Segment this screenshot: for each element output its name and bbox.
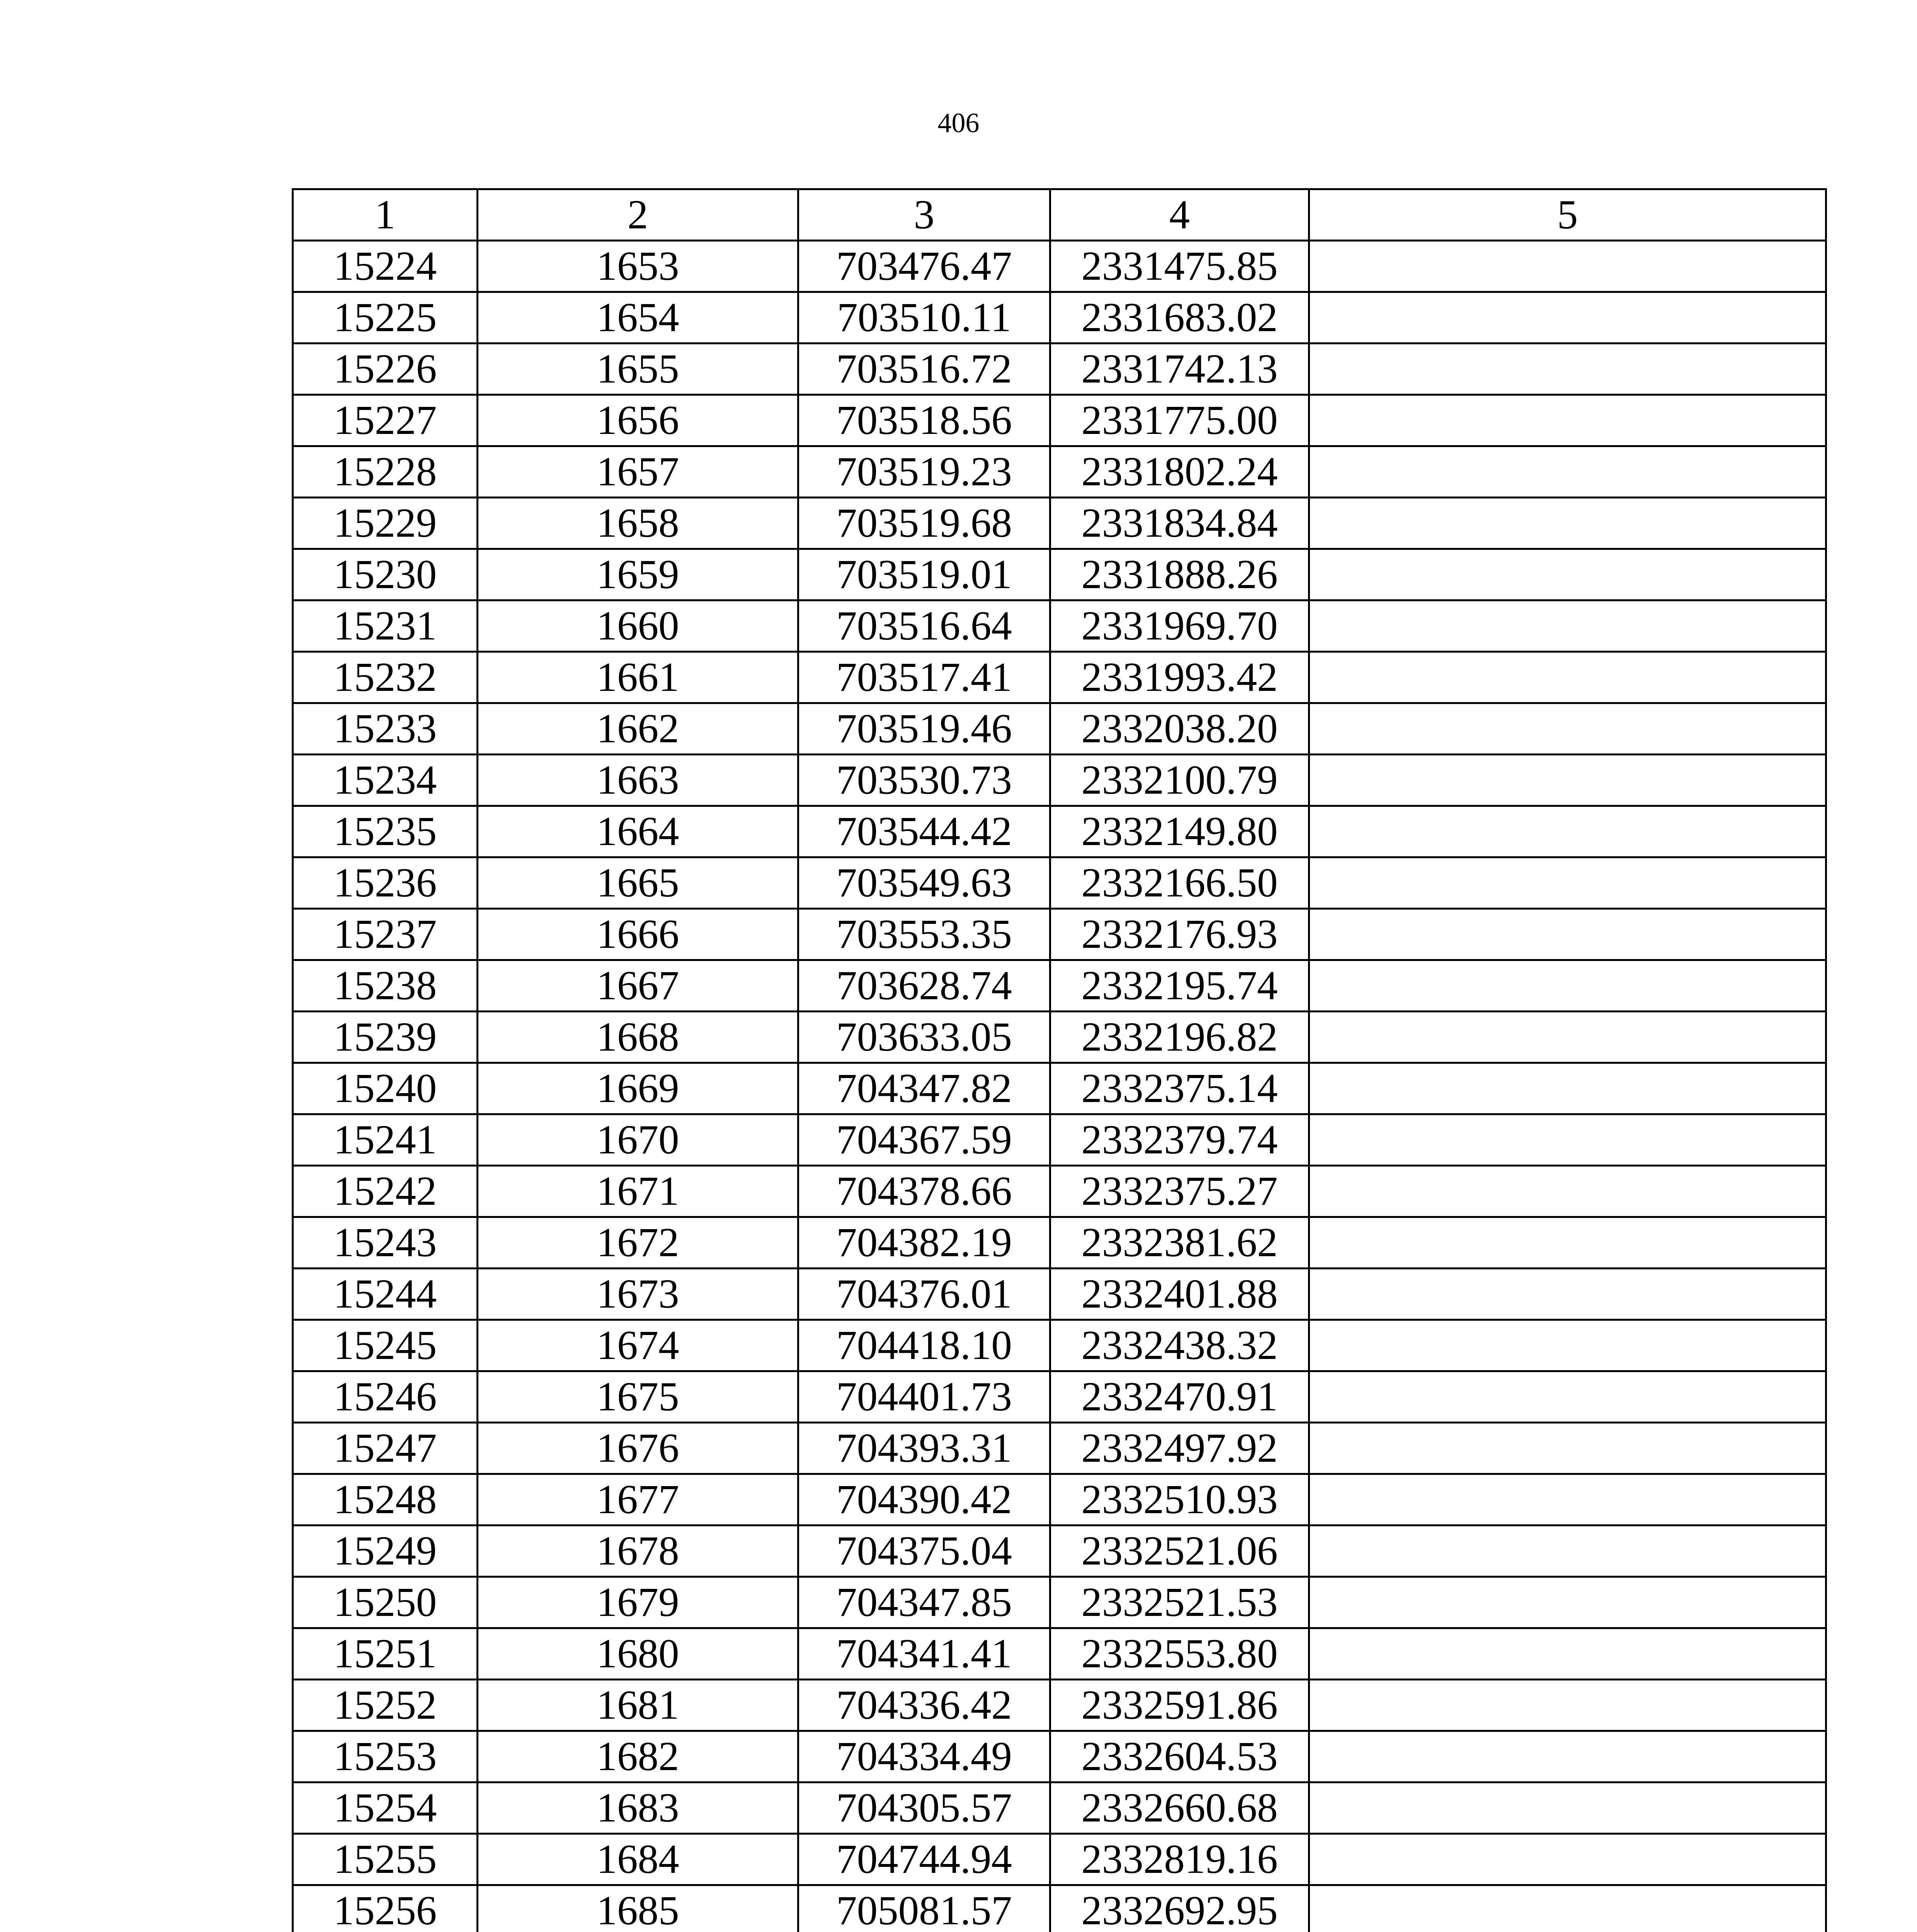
table-cell: 2331969.70 [1050,600,1309,652]
table-cell: 1680 [478,1628,798,1680]
table-cell: 704378.66 [798,1166,1050,1217]
column-header: 2 [478,189,798,241]
table-cell: 15255 [293,1834,478,1885]
table-cell: 1655 [478,344,798,395]
table-cell: 2332401.88 [1050,1269,1309,1320]
table-cell: 15230 [293,549,478,600]
table-cell [1309,1012,1826,1063]
table-cell: 15228 [293,446,478,498]
table-cell: 1683 [478,1782,798,1834]
table-cell: 2332196.82 [1050,1012,1309,1063]
table-cell: 1671 [478,1166,798,1217]
table-cell: 2331475.85 [1050,241,1309,292]
table-cell: 1654 [478,292,798,344]
table-row [293,600,1826,652]
table-cell [1309,1577,1826,1628]
table-cell: 2332470.91 [1050,1371,1309,1423]
table-cell [1309,909,1826,960]
table-cell [1309,1063,1826,1114]
table-cell: 15233 [293,703,478,755]
table-cell: 15242 [293,1166,478,1217]
table-cell: 15248 [293,1474,478,1526]
table-cell [1309,1371,1826,1423]
table-cell [1309,1782,1826,1834]
table-cell [1309,292,1826,344]
table-cell: 15236 [293,857,478,909]
table-cell: 2331834.84 [1050,498,1309,549]
table-row [293,652,1826,703]
table-cell: 15252 [293,1680,478,1731]
table-cell: 1675 [478,1371,798,1423]
table-cell: 15243 [293,1217,478,1269]
table-row [293,241,1826,292]
table-cell [1309,1731,1826,1782]
table-row [293,960,1826,1012]
column-header: 1 [293,189,478,241]
table-cell: 1653 [478,241,798,292]
table-cell: 15227 [293,395,478,446]
table-cell: 2331888.26 [1050,549,1309,600]
table-cell: 703516.64 [798,600,1050,652]
table-row [293,395,1826,446]
table-cell: 2332591.86 [1050,1680,1309,1731]
table-cell: 15256 [293,1885,478,1932]
table-cell: 703633.05 [798,1012,1050,1063]
table-cell: 1679 [478,1577,798,1628]
table-cell [1309,241,1826,292]
table-cell: 1657 [478,446,798,498]
table-cell: 1672 [478,1217,798,1269]
table-cell [1309,806,1826,857]
table-cell: 704375.04 [798,1526,1050,1577]
table-cell: 1682 [478,1731,798,1782]
table-cell: 1668 [478,1012,798,1063]
table-cell [1309,600,1826,652]
table-cell: 703517.41 [798,652,1050,703]
table-cell: 15225 [293,292,478,344]
table-row [293,1474,1826,1526]
table-row [293,446,1826,498]
column-header: 3 [798,189,1050,241]
table-cell: 15229 [293,498,478,549]
table-cell: 703476.47 [798,241,1050,292]
table-cell: 1676 [478,1423,798,1474]
table-cell: 703519.01 [798,549,1050,600]
table-cell: 2332510.93 [1050,1474,1309,1526]
table-cell: 2331993.42 [1050,652,1309,703]
table-row [293,344,1826,395]
table-cell: 703519.68 [798,498,1050,549]
table-cell [1309,344,1826,395]
table-cell: 1684 [478,1834,798,1885]
table-cell: 704305.57 [798,1782,1050,1834]
table-cell: 2332521.53 [1050,1577,1309,1628]
table-cell [1309,395,1826,446]
table-cell: 1685 [478,1885,798,1932]
table-cell [1309,1628,1826,1680]
table-cell: 2332521.06 [1050,1526,1309,1577]
table-row [293,292,1826,344]
table-cell: 1677 [478,1474,798,1526]
table-row [293,1114,1826,1166]
table-cell: 1656 [478,395,798,446]
table-cell: 704347.82 [798,1063,1050,1114]
table-cell: 15239 [293,1012,478,1063]
table-cell: 1660 [478,600,798,652]
table-row [293,1526,1826,1577]
table-cell: 1662 [478,703,798,755]
table-cell: 704418.10 [798,1320,1050,1371]
table-cell: 15234 [293,755,478,806]
table-cell: 15247 [293,1423,478,1474]
table-cell: 1669 [478,1063,798,1114]
table-cell [1309,549,1826,600]
table-cell: 704390.42 [798,1474,1050,1526]
table-cell: 2332379.74 [1050,1114,1309,1166]
table-cell: 15241 [293,1114,478,1166]
table-cell: 2332038.20 [1050,703,1309,755]
table-cell: 2332149.80 [1050,806,1309,857]
table-cell: 2332438.32 [1050,1320,1309,1371]
table-body [293,241,1826,1932]
table-cell [1309,1423,1826,1474]
table-cell: 15250 [293,1577,478,1628]
table-cell: 1665 [478,857,798,909]
table-row [293,1731,1826,1782]
table-cell: 15226 [293,344,478,395]
coordinates-table [292,188,1827,1932]
table-cell: 704401.73 [798,1371,1050,1423]
table-row [293,1012,1826,1063]
table-row [293,1269,1826,1320]
table-cell: 703519.46 [798,703,1050,755]
table-cell: 15251 [293,1628,478,1680]
table-row [293,806,1826,857]
table-row [293,498,1826,549]
table-cell: 704382.19 [798,1217,1050,1269]
table-cell: 15237 [293,909,478,960]
table-cell: 1661 [478,652,798,703]
table-cell: 703519.23 [798,446,1050,498]
table-cell: 704341.41 [798,1628,1050,1680]
table-cell: 2332166.50 [1050,857,1309,909]
table-cell: 15224 [293,241,478,292]
table-cell: 704376.01 [798,1269,1050,1320]
table-row [293,549,1826,600]
table-cell [1309,960,1826,1012]
table-cell: 2331742.13 [1050,344,1309,395]
table-cell: 703518.56 [798,395,1050,446]
table-row [293,1885,1826,1932]
table-cell: 703553.35 [798,909,1050,960]
table-row [293,857,1826,909]
table-row [293,1577,1826,1628]
table-cell: 1670 [478,1114,798,1166]
table-cell: 15254 [293,1782,478,1834]
table-cell [1309,1526,1826,1577]
table-cell: 2331802.24 [1050,446,1309,498]
table-cell [1309,1680,1826,1731]
table-cell: 703510.11 [798,292,1050,344]
table-cell: 2331775.00 [1050,395,1309,446]
table-cell [1309,1320,1826,1371]
table-row [293,703,1826,755]
table-cell: 1681 [478,1680,798,1731]
table-cell: 2332497.92 [1050,1423,1309,1474]
table-cell: 15240 [293,1063,478,1114]
column-header: 4 [1050,189,1309,241]
table-cell [1309,1217,1826,1269]
table-cell [1309,857,1826,909]
table-cell: 2332375.27 [1050,1166,1309,1217]
table-cell: 2332375.14 [1050,1063,1309,1114]
table-cell: 2332692.95 [1050,1885,1309,1932]
table-cell: 1667 [478,960,798,1012]
table-cell: 703530.73 [798,755,1050,806]
table-row [293,1320,1826,1371]
table-row [293,1834,1826,1885]
table-cell: 703549.63 [798,857,1050,909]
table-cell: 704367.59 [798,1114,1050,1166]
table-cell [1309,652,1826,703]
page-number: 406 [937,107,980,138]
table-cell: 2332100.79 [1050,755,1309,806]
table-cell: 1658 [478,498,798,549]
table-cell [1309,1885,1826,1932]
table-cell: 2332553.80 [1050,1628,1309,1680]
table-row [293,1782,1826,1834]
table-cell [1309,755,1826,806]
table-cell: 1666 [478,909,798,960]
table-cell: 1664 [478,806,798,857]
table-cell: 15238 [293,960,478,1012]
table-cell: 1673 [478,1269,798,1320]
table-cell: 703628.74 [798,960,1050,1012]
table-cell: 2332819.16 [1050,1834,1309,1885]
table-cell: 703516.72 [798,344,1050,395]
table-cell: 15246 [293,1371,478,1423]
table-row [293,755,1826,806]
table-row [293,1628,1826,1680]
table-cell: 2332195.74 [1050,960,1309,1012]
table-cell: 15249 [293,1526,478,1577]
table-cell [1309,1834,1826,1885]
table-cell [1309,1166,1826,1217]
table-row [293,1423,1826,1474]
table-cell [1309,1114,1826,1166]
table-cell: 705081.57 [798,1885,1050,1932]
table-cell [1309,498,1826,549]
table-cell [1309,1269,1826,1320]
table-cell: 704744.94 [798,1834,1050,1885]
table-row [293,909,1826,960]
table-cell: 15235 [293,806,478,857]
table-row [293,1063,1826,1114]
table-row [293,1680,1826,1731]
table-cell: 2332176.93 [1050,909,1309,960]
table-cell: 1659 [478,549,798,600]
table-header-row [293,189,1826,241]
table-cell: 704334.49 [798,1731,1050,1782]
table-cell: 703544.42 [798,806,1050,857]
table-cell [1309,446,1826,498]
table-cell: 1678 [478,1526,798,1577]
table-cell: 1663 [478,755,798,806]
table-cell: 704347.85 [798,1577,1050,1628]
table-cell: 15244 [293,1269,478,1320]
table-row [293,1217,1826,1269]
table-cell: 1674 [478,1320,798,1371]
table-cell [1309,1474,1826,1526]
table-cell: 2332381.62 [1050,1217,1309,1269]
table-cell: 15245 [293,1320,478,1371]
table-cell: 15231 [293,600,478,652]
table-cell: 2332660.68 [1050,1782,1309,1834]
table-cell: 2331683.02 [1050,292,1309,344]
column-header: 5 [1309,189,1826,241]
table-row [293,1166,1826,1217]
table-cell: 15232 [293,652,478,703]
table-cell [1309,703,1826,755]
table-cell: 2332604.53 [1050,1731,1309,1782]
table-row [293,1371,1826,1423]
table-cell: 15253 [293,1731,478,1782]
table-cell: 704336.42 [798,1680,1050,1731]
table-cell: 704393.31 [798,1423,1050,1474]
